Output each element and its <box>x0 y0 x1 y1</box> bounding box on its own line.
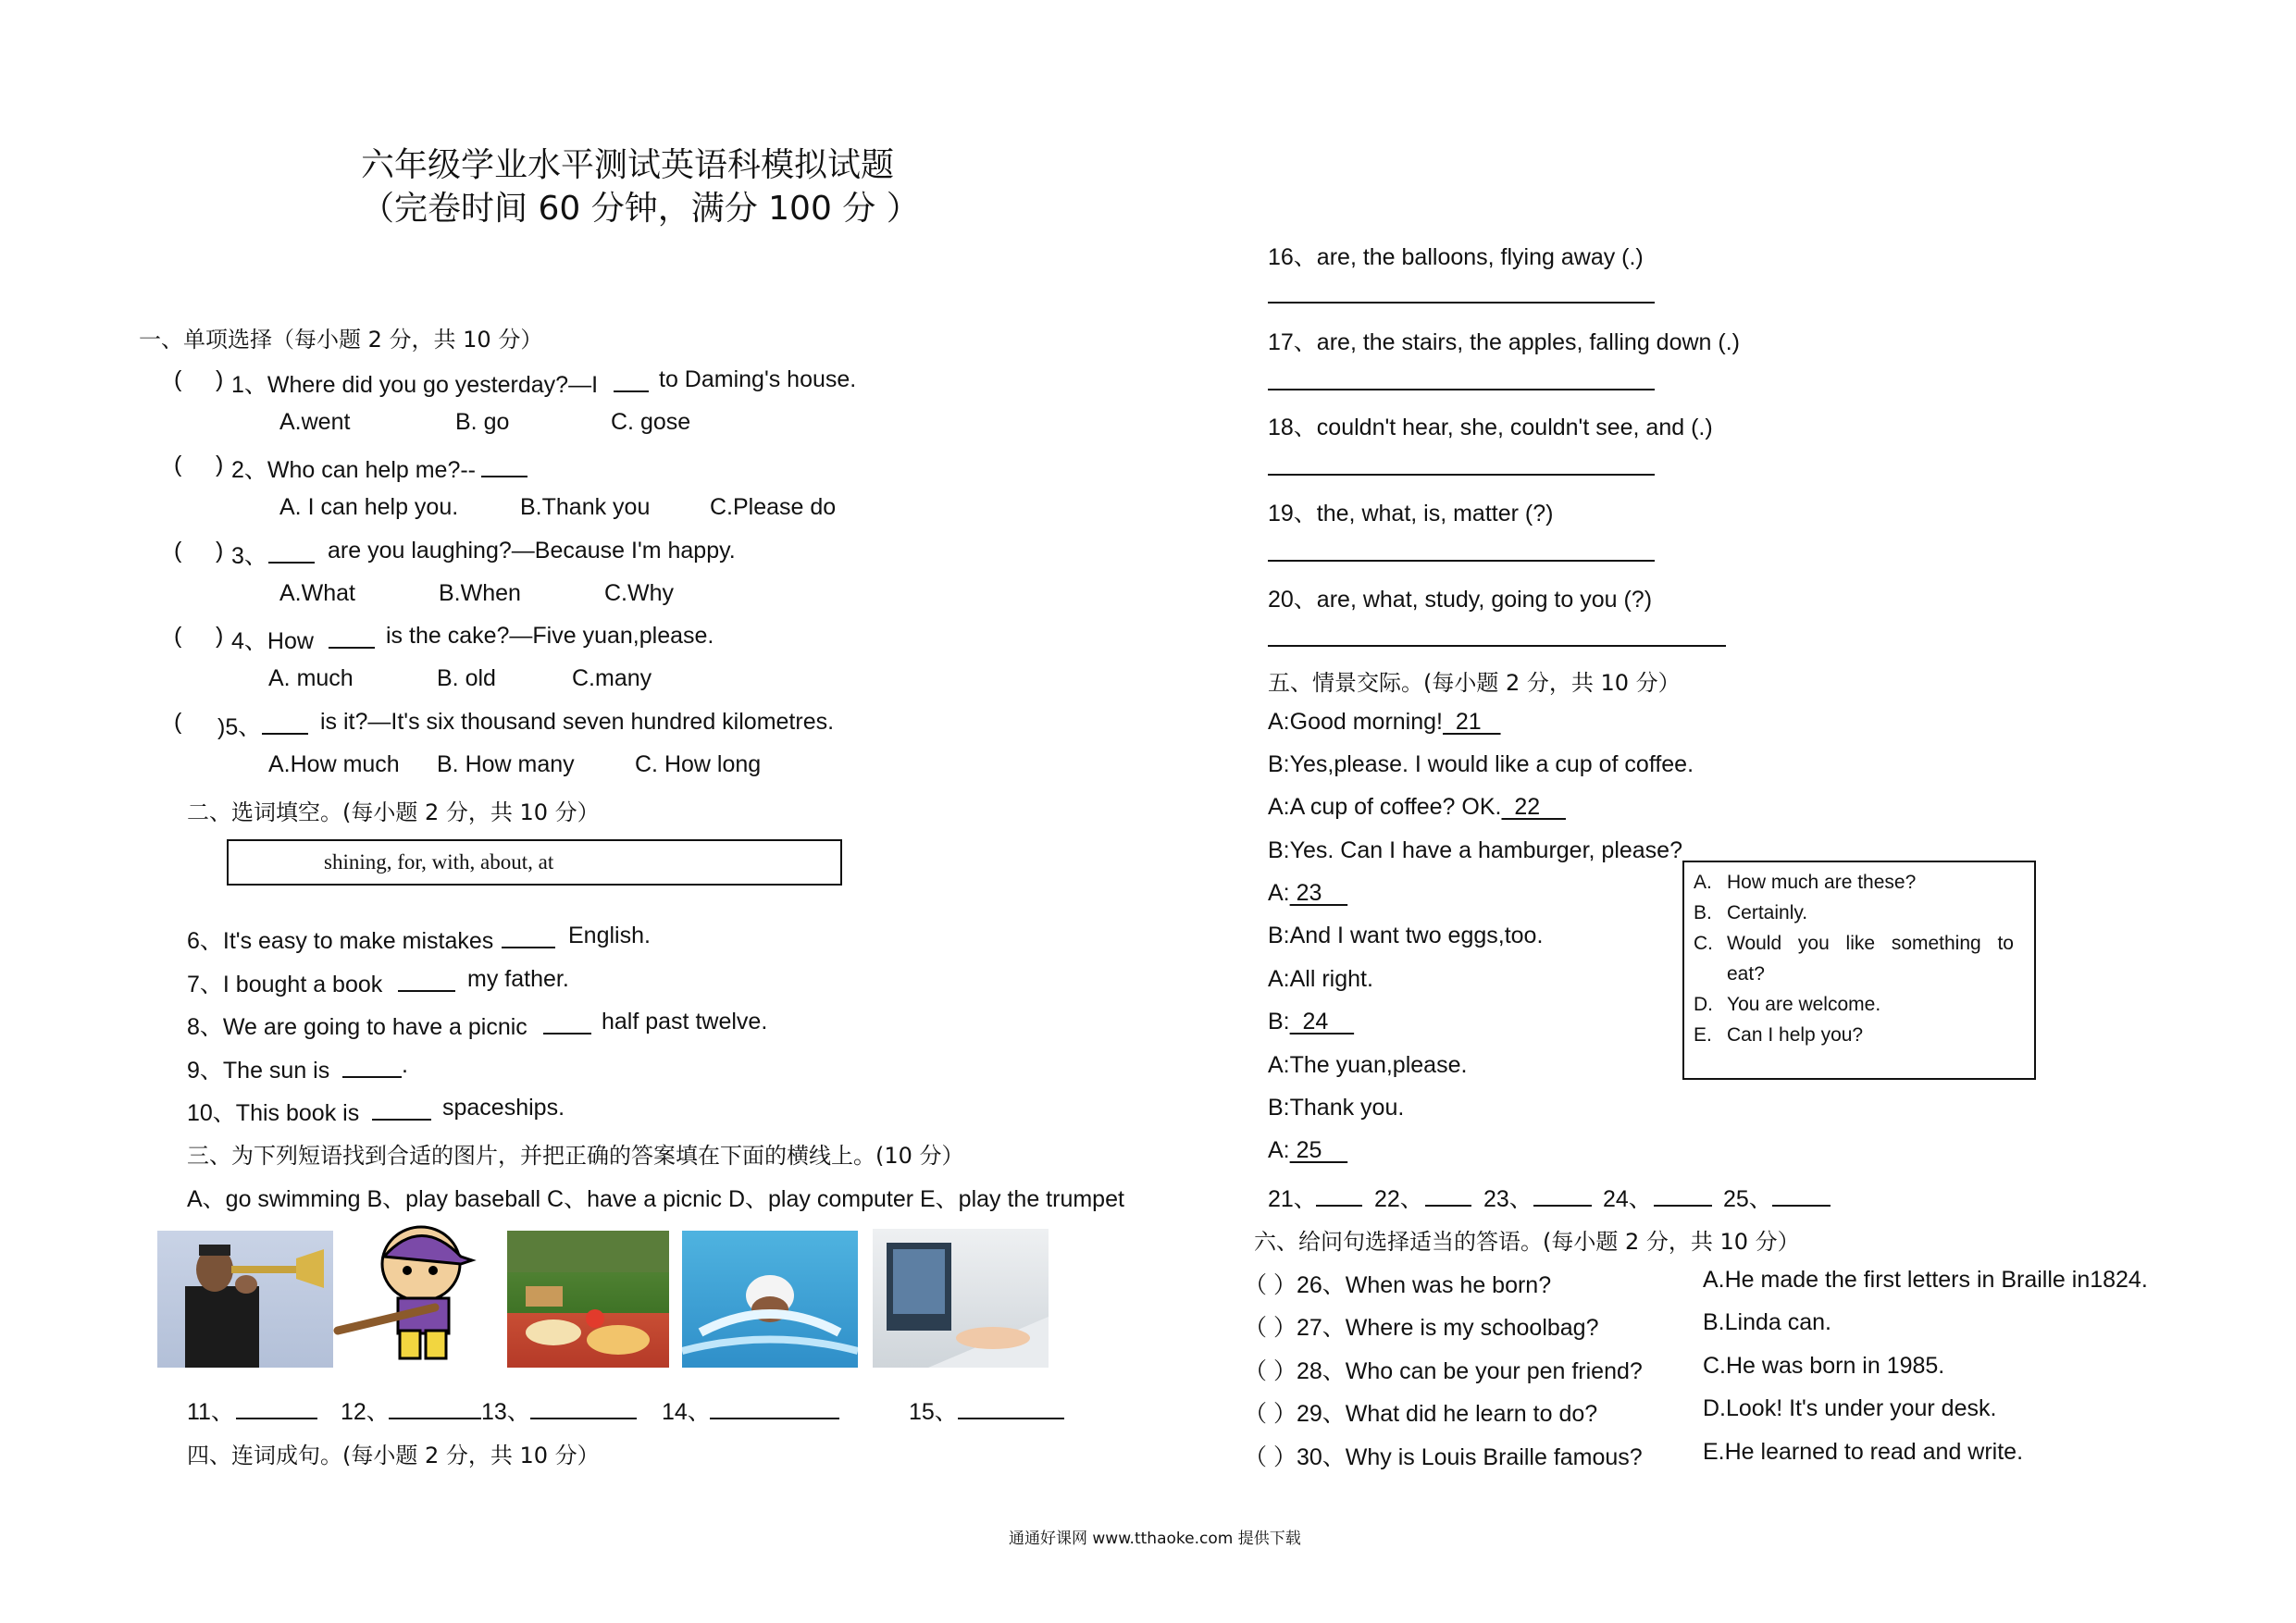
option-a-key: A. <box>1694 872 1712 893</box>
answer-option-c: C.He was born in 1985. <box>1703 1353 1945 1379</box>
q3-option-a: A.What <box>279 580 355 606</box>
q9-blank[interactable] <box>342 1076 402 1078</box>
option-b-key: B. <box>1694 902 1712 923</box>
q1-option-c: C. gose <box>611 409 691 435</box>
dialog-line-11 <box>1268 1137 1347 1164</box>
option-d <box>1694 989 2027 1020</box>
q1-option-b: B. go <box>455 409 510 435</box>
word-bank: shining, for, with, about, at <box>324 850 554 873</box>
q10-text-end: spaceships. <box>442 1095 565 1121</box>
q2-option-a: A. I can help you. <box>279 494 459 520</box>
q3-paren: ( <box>174 538 182 564</box>
q4-text-end: is the cake?—Five yuan,please. <box>386 623 714 649</box>
trumpet-player-image <box>157 1231 333 1368</box>
answer-23-label: 23、 <box>1483 1186 1533 1212</box>
option-d-key: D. <box>1694 994 1713 1015</box>
dialog-line-2: B:Yes,please. I would like a cup of coffee. <box>1268 751 1694 777</box>
q18-text: 18、couldn't hear, she, couldn't see, and (.) <box>1268 415 1713 440</box>
q18-answer-line[interactable] <box>1268 474 1655 476</box>
option-b-text: Certainly. <box>1727 902 1808 923</box>
dialog-line-1 <box>1268 709 1501 736</box>
option-d-text: You are welcome. <box>1727 994 1881 1015</box>
option-c <box>1694 928 2027 989</box>
answer-option-b: B.Linda can. <box>1703 1309 1831 1335</box>
blank-11[interactable] <box>236 1418 317 1419</box>
q5-paren: ( <box>174 709 182 735</box>
section-5-heading: 五、情景交际。(每小题 2 分，共 10 分） <box>1268 670 1681 696</box>
baseball-cartoon-image <box>333 1220 500 1369</box>
dialog-line-5 <box>1268 880 1347 907</box>
dialog-blank-24[interactable]: 24 <box>1289 1009 1355 1035</box>
q20-answer-line[interactable] <box>1268 645 1726 647</box>
q30-question: （ ）30、Why is Louis Braille famous? <box>1244 1444 1643 1470</box>
swimming-image <box>682 1231 858 1368</box>
dialog-line-7: A:All right. <box>1268 966 1373 992</box>
q10-text: 10、This book is <box>187 1100 360 1126</box>
q3-text-end: are you laughing?—Because I'm happy. <box>328 538 736 564</box>
option-c-text: Would you like something to eat? <box>1727 933 2014 985</box>
dialog-line-3 <box>1268 794 1566 821</box>
blank-14-label: 14、 <box>662 1399 711 1425</box>
blank-15[interactable] <box>958 1418 1064 1419</box>
q1-option-a: A.went <box>279 409 351 435</box>
q17-text: 17、are, the stairs, the apples, falling down (.) <box>1268 329 1740 355</box>
q3-text: 3、 <box>231 543 267 569</box>
dialog-blank-22[interactable]: 22 <box>1501 794 1566 820</box>
dialog-line-11-text: A: <box>1268 1137 1290 1163</box>
dialog-line-10: B:Thank you. <box>1268 1095 1405 1121</box>
answer-23-blank[interactable] <box>1533 1205 1592 1207</box>
section-4-heading: 四、连词成句。(每小题 2 分，共 10 分） <box>187 1443 600 1468</box>
dialog-line-8 <box>1268 1009 1354 1035</box>
option-b <box>1694 898 2027 928</box>
q26-question: （ ）26、When was he born? <box>1244 1272 1552 1298</box>
q8-text-end: half past twelve. <box>602 1009 768 1035</box>
q8-text: 8、We are going to have a picnic <box>187 1014 527 1040</box>
q4-paren: ( <box>174 623 182 649</box>
word-bank-box <box>227 839 842 886</box>
option-e <box>1694 1020 2027 1050</box>
phrase-list: A、go swimming B、play baseball C、have a picnic D、play computer E、play the trumpet <box>187 1186 1124 1212</box>
option-e-key: E. <box>1694 1024 1712 1046</box>
answer-option-d: D.Look! It's under your desk. <box>1703 1395 1997 1421</box>
q2-option-b: B.Thank you <box>520 494 651 520</box>
q1-paren-close: ) <box>216 366 224 392</box>
q6-text: 6、It's easy to make mistakes <box>187 928 494 954</box>
page-footer: 通通好课网 www.tthaoke.com 提供下载 <box>1009 1530 1301 1548</box>
q4-paren-close: ) <box>216 623 224 649</box>
answer-22-label: 22、 <box>1374 1186 1423 1212</box>
answer-21-blank[interactable] <box>1316 1205 1362 1207</box>
page-subtitle: （完卷时间 60 分钟，满分 100 分 ） <box>361 190 920 228</box>
q1-text: 1、Where did you go yesterday?—I <box>231 372 599 398</box>
page-title: 六年级学业水平测试英语科模拟试题 <box>361 146 895 184</box>
answer-option-a: A.He made the first letters in Braille in1824. <box>1703 1267 2148 1293</box>
dialog-line-4: B:Yes. Can I have a hamburger, please? <box>1268 837 1682 863</box>
dialog-blank-23[interactable]: 23 <box>1289 880 1348 906</box>
q2-paren: ( <box>174 452 182 477</box>
q3-blank[interactable] <box>268 562 315 564</box>
picnic-image <box>507 1231 669 1368</box>
q6-blank[interactable] <box>502 947 555 948</box>
option-a <box>1694 867 2027 898</box>
option-c-key: C. <box>1694 933 1713 954</box>
section-6-heading: 六、给问句选择适当的答语。(每小题 2 分，共 10 分） <box>1254 1229 1800 1255</box>
dialog-blank-25[interactable]: 25 <box>1289 1137 1348 1163</box>
q19-answer-line[interactable] <box>1268 560 1655 562</box>
q9-text-end: . <box>402 1052 408 1078</box>
q28-question: （ ）28、Who can be your pen friend? <box>1244 1358 1643 1384</box>
q5-option-b: B. How many <box>437 751 575 777</box>
q8-blank[interactable] <box>543 1033 591 1035</box>
blank-12-label: 12、 <box>341 1399 390 1425</box>
q5-option-a: A.How much <box>268 751 400 777</box>
section-1-heading: 一、单项选择（每小题 2 分，共 10 分） <box>139 327 543 353</box>
q5-text: )5、 <box>217 714 262 740</box>
section-2-heading: 二、选词填空。(每小题 2 分，共 10 分） <box>187 799 600 825</box>
q3-option-c: C.Why <box>604 580 674 606</box>
q7-text-end: my father. <box>467 966 569 992</box>
q4-option-b: B. old <box>437 665 496 691</box>
q2-option-c: C.Please do <box>710 494 837 520</box>
blank-12[interactable] <box>389 1418 481 1419</box>
q19-text: 19、the, what, is, matter (?) <box>1268 501 1554 527</box>
q3-option-b: B.When <box>439 580 521 606</box>
dialog-line-1-text: A:Good morning! <box>1268 709 1443 735</box>
dialog-line-5-text: A: <box>1268 880 1290 906</box>
dialog-line-6: B:And I want two eggs,too. <box>1268 923 1544 948</box>
blank-11-label: 11、 <box>187 1399 234 1425</box>
q3-paren-close: ) <box>216 538 224 564</box>
q16-text: 16、are, the balloons, flying away (.) <box>1268 244 1644 270</box>
answer-option-e: E.He learned to read and write. <box>1703 1439 2024 1465</box>
q16-answer-line[interactable] <box>1268 302 1655 304</box>
q1-blank[interactable] <box>614 390 649 392</box>
q2-paren-close: ) <box>216 452 224 477</box>
dialog-line-3-text: A:A cup of coffee? OK. <box>1268 794 1502 820</box>
blank-13-label: 13、 <box>481 1399 530 1425</box>
q1-text-end: to Daming's house. <box>659 366 857 392</box>
q5-blank[interactable] <box>262 733 308 735</box>
blank-14[interactable] <box>710 1418 839 1419</box>
q7-text: 7、I bought a book <box>187 972 383 997</box>
q9-text: 9、The sun is <box>187 1058 330 1084</box>
q4-text: 4、How <box>231 628 314 654</box>
option-a-text: How much are these? <box>1727 872 1917 893</box>
answer-22-blank[interactable] <box>1425 1205 1471 1207</box>
dialog-line-8-text: B: <box>1268 1009 1290 1035</box>
answer-25-label: 25、 <box>1723 1186 1772 1212</box>
q4-option-a: A. much <box>268 665 354 691</box>
answer-25-blank[interactable] <box>1772 1205 1831 1207</box>
q4-option-c: C.many <box>572 665 652 691</box>
q4-blank[interactable] <box>329 647 375 649</box>
section-3-heading: 三、为下列短语找到合适的图片，并把正确的答案填在下面的横线上。(10 分） <box>187 1143 964 1169</box>
q20-text: 20、are, what, study, going to you (?) <box>1268 587 1653 613</box>
q5-option-c: C. How long <box>635 751 762 777</box>
q6-text-end: English. <box>568 923 651 948</box>
q5-text-end: is it?—It's six thousand seven hundred kilometres. <box>320 709 835 735</box>
q7-blank[interactable] <box>398 990 455 992</box>
option-e-text: Can I help you? <box>1727 1024 1864 1046</box>
q2-text: 2、Who can help me?-- <box>231 457 477 483</box>
blank-13[interactable] <box>530 1418 637 1419</box>
answer-24-blank[interactable] <box>1654 1205 1712 1207</box>
blank-15-label: 15、 <box>909 1399 958 1425</box>
q27-question: （ ）27、Where is my schoolbag? <box>1244 1315 1599 1341</box>
computer-image <box>873 1229 1049 1368</box>
q1-paren: ( <box>174 366 182 392</box>
q17-answer-line[interactable] <box>1268 389 1655 390</box>
dialog-line-9: A:The yuan,please. <box>1268 1052 1468 1078</box>
dialog-blank-21[interactable]: 21 <box>1443 709 1501 735</box>
answer-24-label: 24、 <box>1603 1186 1652 1212</box>
q10-blank[interactable] <box>372 1119 431 1121</box>
answer-21-label: 21、 <box>1268 1186 1317 1212</box>
q2-blank[interactable] <box>481 476 527 477</box>
dialog-options-list <box>1694 867 2027 1050</box>
q29-question: （ ）29、What did he learn to do? <box>1244 1401 1598 1427</box>
